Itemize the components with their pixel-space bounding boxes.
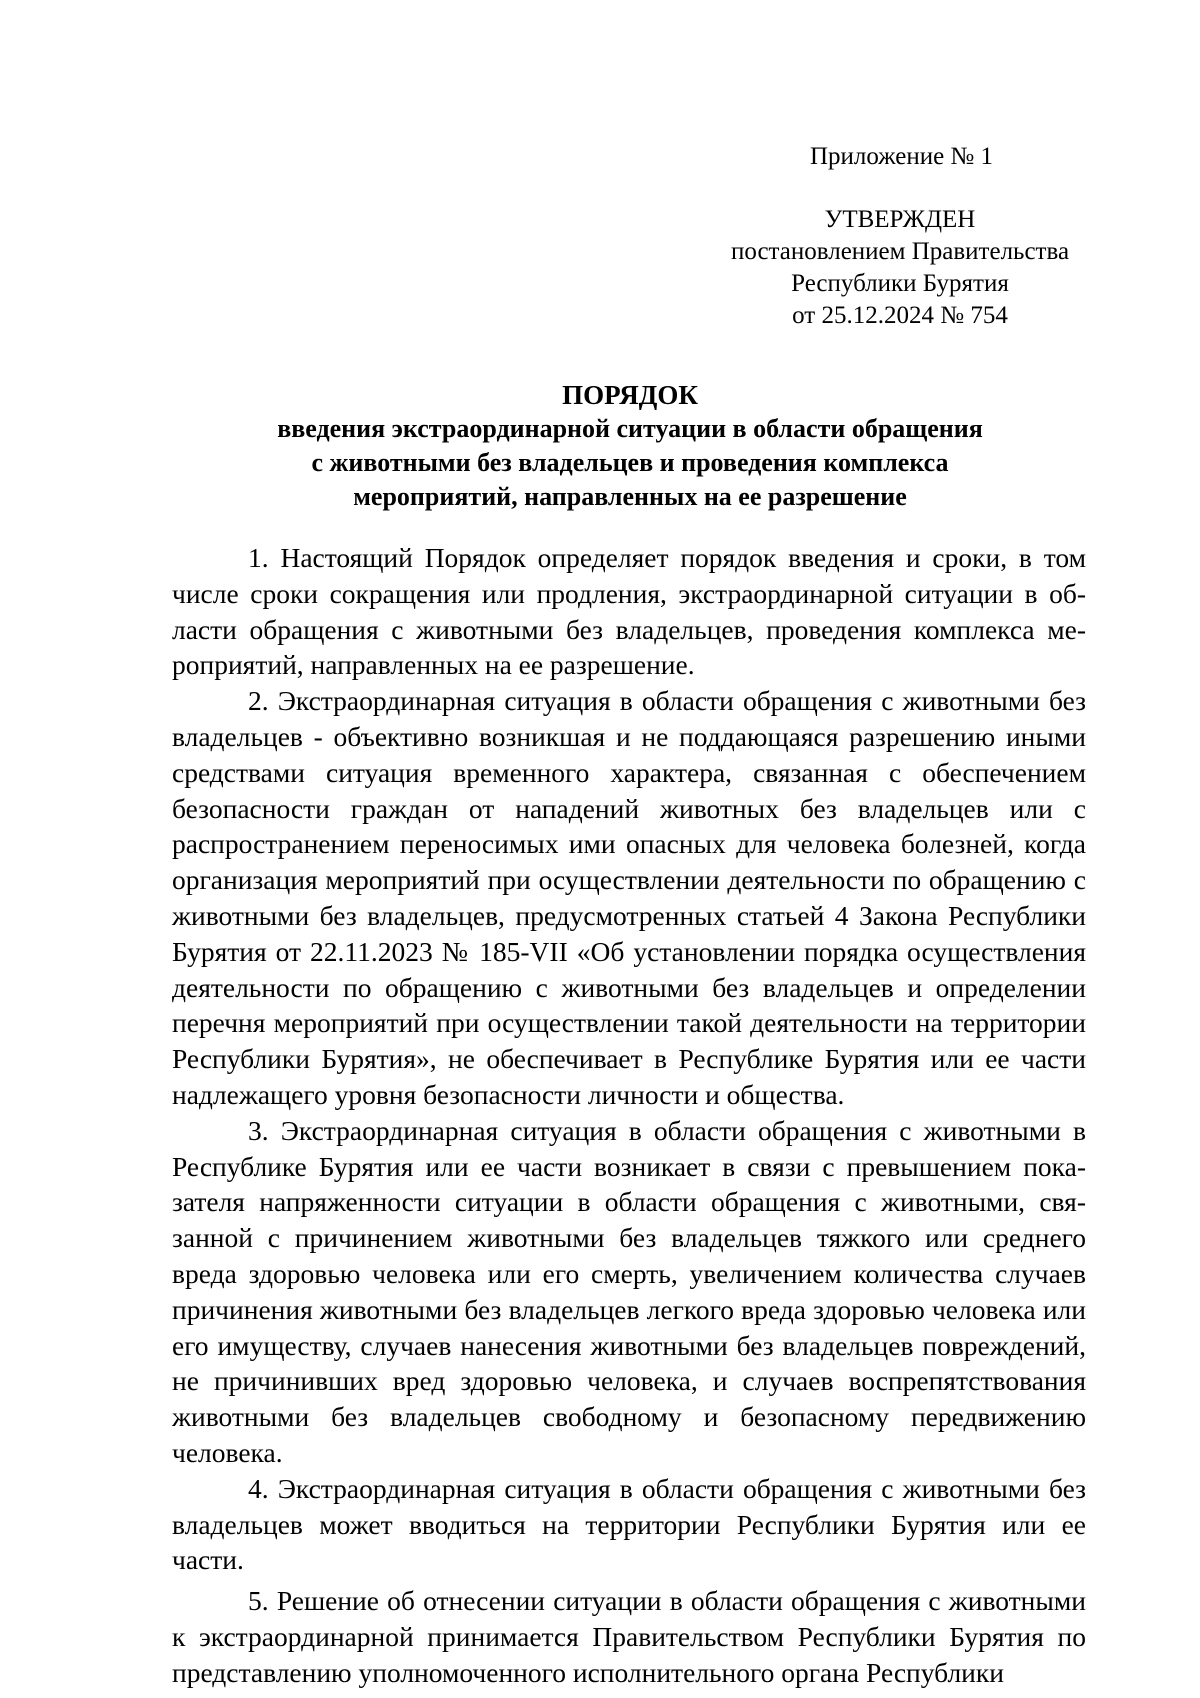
approval-line-date-number: от 25.12.2024 № 754	[792, 302, 1008, 329]
paragraph-4: 4. Экстраординарная ситуация в области обращения с животными без владельцев может вводиться на территории Республики Бурятия или ее части.	[172, 1472, 1086, 1576]
approval-line-approved: УТВЕРЖДЕН	[824, 206, 976, 233]
document-body	[172, 540, 1086, 1691]
title-line-2: с животными без владельцев и проведения комплекса	[311, 448, 949, 477]
title-main: ПОРЯДОК	[562, 380, 698, 410]
appendix-label: Приложение № 1	[810, 143, 994, 170]
approval-block	[700, 204, 1100, 332]
paragraph-2: 2. Экстраординарная ситуация в области обращения с животными без владельцев - объективно возникшая и не поддающаяся разрешению иными средствами ситуация временного характера, связанная с обеспечением безопасности граждан от нападений животных без владельцев или с распространением переносимых ими опасных для человека болезней, когда организация мероприятий при осуществлении деятельности по обращению с животными без владельцев, предусмотренных статьей 4 Закона Республики Бурятия от 22.11.2023 № 185-VII «Об установлении порядка осуществления деятельности по обращению с животными без владельцев и определении перечня мероприятий при осуществлении такой деятельности на территории Республики Бурятия», не обеспечивает в Республике Бурятия или ее части надлежащего уровня безопасности личности и общества.	[172, 685, 1086, 1110]
paragraph-1: 1. Настоящий Порядок определяет порядок введения и сроки, в том числе сроки сокращения или продления, экстраординарной ситуации в области обращения с животными без владельцев, проведения комплекса мероприятий, направленных на ее разрешение.	[172, 542, 1086, 681]
paragraph-3: 3. Экстраординарная ситуация в области обращения с животными в Республике Бурятия или ее части возникает в связи с превышением показателя напряженности ситуации в области обращения с животными, связанной с причинением животными без владельцев тяжкого или среднего вреда здоровью человека или его смерть, увеличением количества случаев причинения животными без владельцев легкого вреда здоровью человека или его имуществу, случаев нанесения животными без владельцев повреждений, не причинивших вред здоровью человека, и случаев воспрепятствования животными без владельцев свободному и безопасному передвижению человека.	[172, 1114, 1086, 1468]
title-line-1: введения экстраординарной ситуации в области обращения	[277, 414, 983, 443]
paragraph-5: 5. Решение об отнесении ситуации в области обращения с животными к экстраординарной принимается Правительством Республики Бурятия по представлению уполномоченного исполнительного органа Республики	[172, 1585, 1086, 1688]
approval-line-republic: Республики Бурятия	[791, 270, 1009, 297]
title-line-3: мероприятий, направленных на ее разрешение	[353, 482, 907, 511]
document-title	[160, 378, 1100, 514]
approval-line-resolution: постановлением Правительства	[730, 238, 1070, 265]
